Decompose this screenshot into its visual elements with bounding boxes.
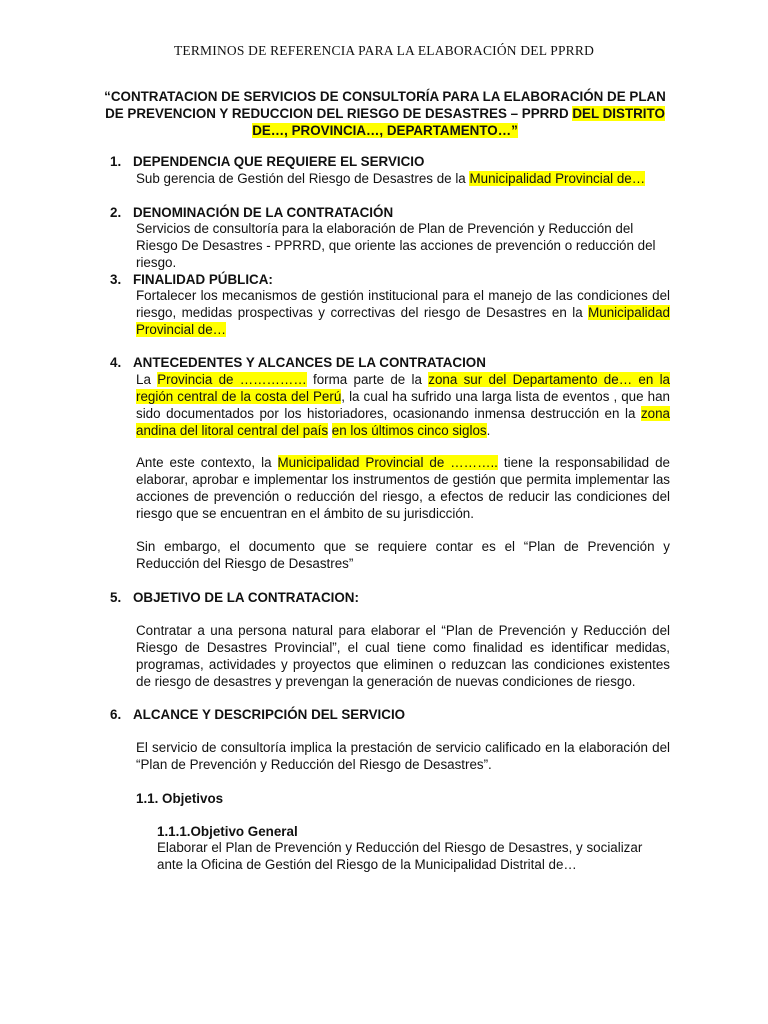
title-highlight: DEL DISTRITO DE…, PROVINCIA…, DEPARTAMENTO…” (252, 106, 665, 138)
document-title (100, 88, 670, 139)
highlight-text: Municipalidad Provincial de… (136, 305, 670, 337)
section-2-text: Servicios de consultoría para la elaboración de Plan de Prevención y Reducción del Riesgo De Desastres - PPRRD, que oriente las acciones de prevención o reducción del riesgo. (136, 221, 656, 270)
section-number: 6. (110, 707, 122, 722)
section-title: ALCANCE Y DESCRIPCIÓN DEL SERVICIO (133, 707, 406, 722)
section-number: 3. (110, 272, 122, 287)
section-title: ANTECEDENTES Y ALCANCES DE LA CONTRATACION (133, 355, 486, 370)
paragraph-text: forma parte de la (306, 372, 429, 387)
paragraph-text: Sub gerencia de Gestión del Riesgo de Desastres de la (136, 171, 470, 186)
section-number: 2. (110, 205, 122, 220)
section-title: DENOMINACIÓN DE LA CONTRATACIÓN (133, 205, 394, 220)
section-number: 4. (110, 355, 122, 370)
section-5-heading (110, 589, 359, 606)
paragraph-text: Ante este contexto, la (136, 455, 278, 470)
section-1-text (136, 170, 670, 187)
section-5-text: Contratar a una persona natural para elaborar el “Plan de Prevención y Reducción del Riesgo de Desastres Provincial”, el cual tiene como finalidad es identificar medidas, programas, actividades y proyectos que eliminen o reduzcan las condiciones existentes de riesgo de desastres y prevengan la generación de nuevas condiciones de riesgo. (136, 623, 670, 689)
section-number: 1. (110, 154, 122, 169)
section-1-heading (110, 153, 424, 170)
paragraph-text: tiene la responsabilidad de elaborar, aprobar e implementar los instrumentos de gestión que permita implementar las acciones de prevención o reducción del riesgo, a efectos de reducir las condiciones del riesgo que se encuentran en el ámbito de su jurisdicción. (136, 455, 670, 521)
section-4-heading (110, 354, 486, 371)
section-6-text: El servicio de consultoría implica la prestación de servicio calificado en la elaboración del “Plan de Prevención y Reducción del Riesgo de Desastres”. (136, 740, 670, 772)
title-text: “CONTRATACION DE SERVICIOS DE CONSULTORÍA PARA LA ELABORACIÓN DE PLAN DE PREVENCION Y REDUCCION DEL RIESGO DE DESASTRES – PPRRD (104, 89, 666, 121)
paragraph-text: , la cual ha sufrido una larga lista de eventos , que han sido documentados por los historiadores, ocasionando inmensa destrucción en la (136, 389, 670, 421)
paragraph-text: Fortalecer los mecanismos de gestión institucional para el manejo de las condiciones del riesgo, medidas prospectivas y correctivas del riesgo de Desastres en la (136, 288, 670, 320)
section-3-text (136, 287, 670, 338)
highlight-text: zona andina del litoral central del país (136, 406, 670, 438)
section-2-heading (110, 204, 393, 221)
paragraph-text: . (486, 423, 491, 438)
section-title: OBJETIVO DE LA CONTRATACION: (133, 590, 359, 605)
section-4-paragraph-2 (136, 454, 670, 522)
subsection-1-1-heading: 1.1. Objetivos (136, 791, 224, 806)
section-4-paragraph-3: Sin embargo, el documento que se requiere contar es el “Plan de Prevención y Reducción del Riesgo de Desastres” (136, 539, 670, 571)
highlight-text: en los últimos cinco siglos (331, 423, 487, 438)
section-number: 5. (110, 590, 122, 605)
section-title: FINALIDAD PÚBLICA: (133, 272, 273, 287)
section-3-heading (110, 271, 273, 288)
highlight-text: Municipalidad Provincial de… (469, 171, 646, 186)
highlight-text: zona sur del Departamento de… en la región central de la costa del Perú (136, 372, 670, 404)
section-title: DEPENDENCIA QUE REQUIERE EL SERVICIO (133, 154, 425, 169)
paragraph-text: La (136, 372, 158, 387)
highlight-text: Municipalidad Provincial de ……….. (277, 455, 498, 470)
highlight-text: Provincia de …………… (157, 372, 307, 387)
section-6-heading (110, 706, 405, 723)
section-4-paragraph-1 (136, 371, 670, 439)
subsection-1-1-1-text: Elaborar el Plan de Prevención y Reducción del Riesgo de Desastres, y socializar ante la Oficina de Gestión del Riesgo de la Municipalidad Distrital de… (157, 840, 643, 872)
page-header: TERMINOS DE REFERENCIA PARA LA ELABORACIÓN DEL PPRRD (173, 43, 595, 58)
subsection-1-1-1-heading: 1.1.1.Objetivo General (157, 824, 298, 839)
